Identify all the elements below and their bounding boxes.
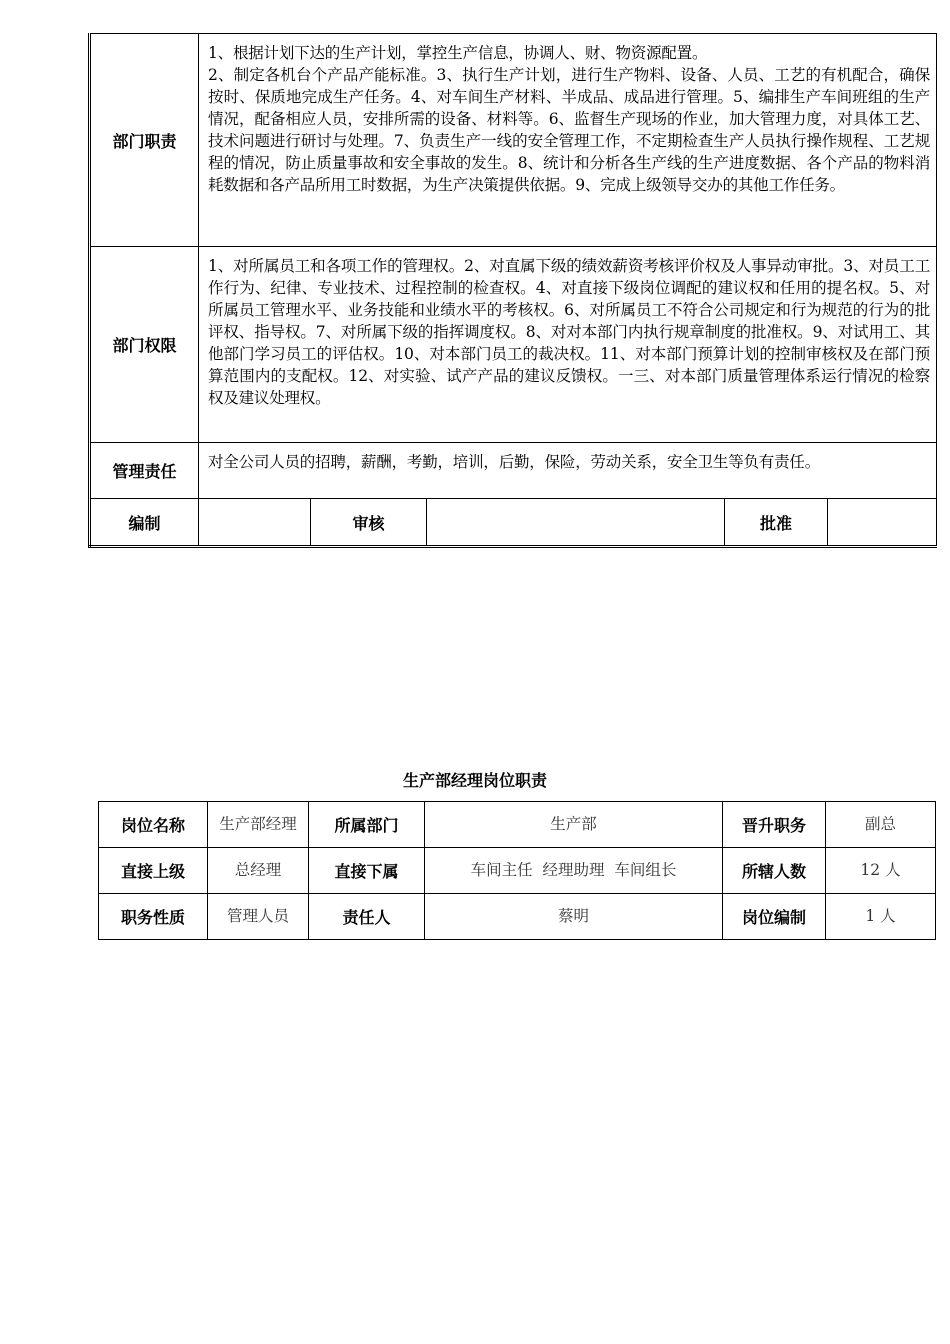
- post-name-value: 生产部经理: [208, 802, 309, 848]
- review-label: 审核: [311, 499, 427, 547]
- nature-value: 管理人员: [208, 894, 309, 940]
- subordinate-label: 直接下属: [309, 848, 425, 894]
- authority-label: 部门权限: [90, 247, 199, 443]
- promotion-label: 晋升职务: [723, 802, 826, 848]
- dept-label: 所属部门: [309, 802, 425, 848]
- review-value: [427, 499, 725, 547]
- job-row-1: [99, 802, 936, 848]
- compiled-label: 编制: [90, 499, 199, 547]
- headcount-value: 12 人: [826, 848, 936, 894]
- duties-text: 1、根据计划下达的生产计划，掌控生产信息，协调人、财、物资源配置。 2、制定各机台个产品产能标准。3、执行生产计划，进行生产物料、设备、人员、工艺的有机配合，确保按时、保质地完成生产任务。4、对车间生产材料、半成品、成品进行管理。5、编排生产车间班组的生产情况，配备相应人员，安排所需的设备、材料等。6、监督生产现场的作业，加大管理力度，对具体工艺、技术问题进行研讨与处理。7、负责生产一线的安全管理工作，不定期检查生产人员执行操作规程、工艺规程的情况，防止质量事故和安全事故的发生。8、统计和分析各生产线的生产进度数据、各个产品的物料消耗数据和各产品所用工时数据，为生产决策提供依据。9、完成上级领导交办的其他工作任务。: [199, 34, 937, 247]
- job-row-3: [99, 894, 936, 940]
- section-title: 生产部经理岗位职责: [402, 771, 547, 790]
- responsible-value: 蔡明: [425, 894, 723, 940]
- subordinate-value: 车间主任 经理助理 车间组长: [425, 848, 723, 894]
- superior-label: 直接上级: [99, 848, 208, 894]
- signature-row: [90, 499, 937, 547]
- duties-row: [90, 34, 937, 247]
- approve-value: [828, 499, 937, 547]
- quota-label: 岗位编制: [723, 894, 826, 940]
- job-row-2: [99, 848, 936, 894]
- nature-label: 职务性质: [99, 894, 208, 940]
- authority-text: 1、对所属员工和各项工作的管理权。2、对直属下级的绩效薪资考核评价权及人事异动审批。3、对员工工作行为、纪律、专业技术、过程控制的检查权。4、对直接下级岗位调配的建议权和任用的提名权。5、对所属员工管理水平、业务技能和业绩水平的考核权。6、对所属员工不符合公司规定和行为规范的行为的批评权、指导权。7、对所属下级的指挥调度权。8、对对本部门内执行规章制度的批准权。9、对试用工、其他部门学习员工的评估权。10、对本部门员工的裁决权。11、对本部门预算计划的控制审核权及在部门预算范围内的支配权。12、对实验、试产产品的建议反馈权。一三、对本部门质量管理体系运行情况的检察权及建议处理权。: [199, 247, 937, 443]
- responsible-label: 责任人: [309, 894, 425, 940]
- authority-row: [90, 247, 937, 443]
- promotion-value: 副总: [826, 802, 936, 848]
- approve-label: 批准: [725, 499, 828, 547]
- duties-label: 部门职责: [90, 34, 199, 247]
- superior-value: 总经理: [208, 848, 309, 894]
- job-info-table: [98, 801, 936, 940]
- responsibility-row: [90, 443, 937, 499]
- headcount-label: 所辖人数: [723, 848, 826, 894]
- quota-value: 1 人: [826, 894, 936, 940]
- post-name-label: 岗位名称: [99, 802, 208, 848]
- dept-value: 生产部: [425, 802, 723, 848]
- responsibility-text: 对全公司人员的招聘，薪酬，考勤，培训，后勤，保险，劳动关系，安全卫生等负有责任。: [199, 443, 937, 499]
- department-duty-table: [88, 33, 937, 548]
- compiled-value: [199, 499, 311, 547]
- responsibility-label: 管理责任: [90, 443, 199, 499]
